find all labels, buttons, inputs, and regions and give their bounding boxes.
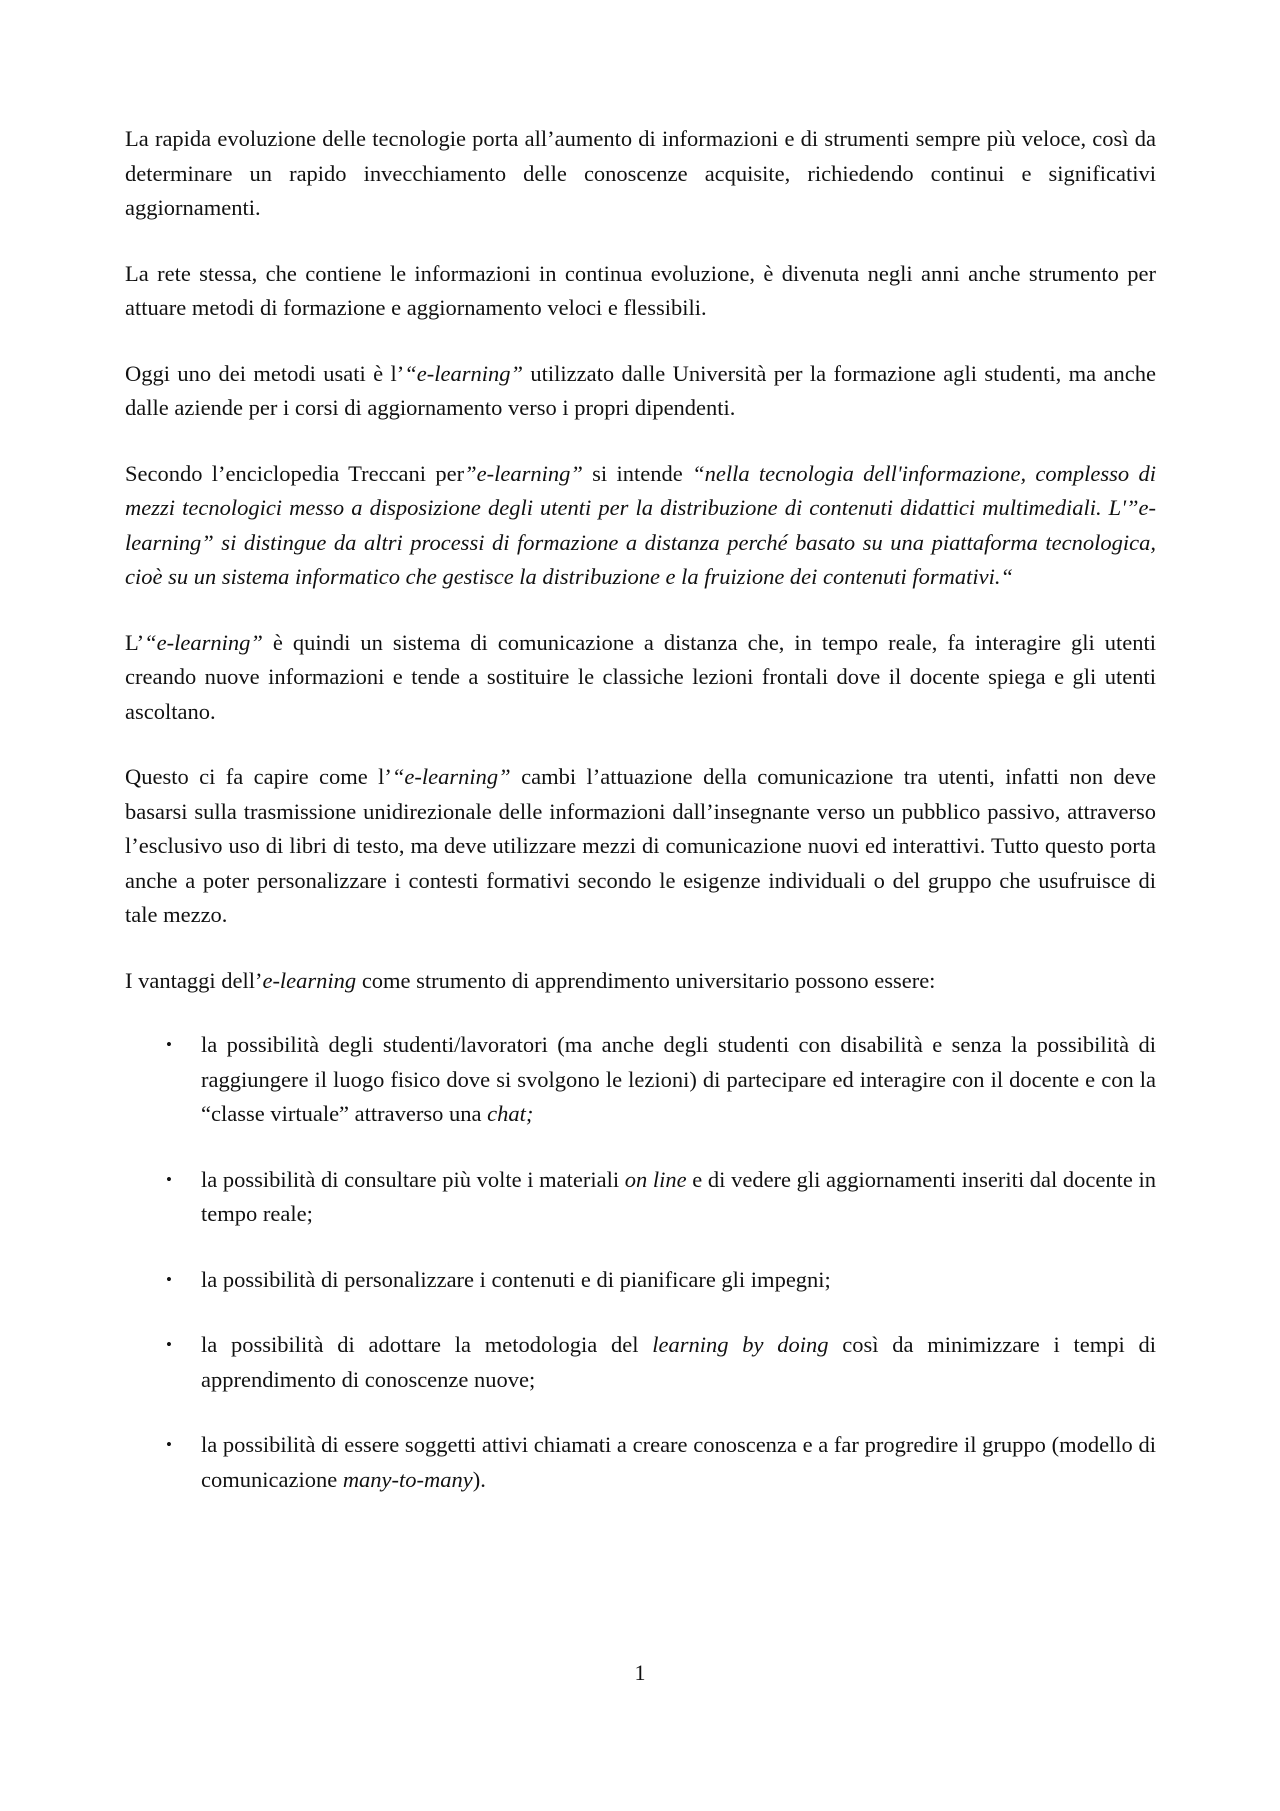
bullet-icon: • [166, 1435, 172, 1454]
text-segment: I vantaggi dell’ [125, 967, 263, 993]
italic-text-segment: ”e-learning” [464, 460, 583, 486]
text-segment: Oggi uno dei metodi usati è l’ [125, 360, 405, 386]
text-segment: La rete stessa, che contiene le informazioni in continua evoluzione, è divenuta negli anni anche strumento per attuare metodi di formazione e aggiornamento veloci e flessibili. [125, 260, 1156, 320]
page-number: 1 [634, 1660, 646, 1685]
paragraph-p3 [125, 357, 1156, 426]
italic-text-segment: many-to-many [342, 1466, 473, 1492]
text-segment: la possibilità di consultare più volte i materiali [201, 1166, 625, 1192]
list-item [125, 1428, 1156, 1497]
list-item [125, 1028, 1156, 1132]
list-item [125, 1328, 1156, 1397]
list-item [125, 1163, 1156, 1232]
text-segment: la possibilità di essere soggetti attivi chiamati a creare conoscenza e a far progredire il gruppo (modello di comunicazione [201, 1432, 1156, 1492]
text-segment: utilizzato dalle Università per la formazione agli studenti, ma anche dalle aziende per i corsi di aggiornamento verso i propri dipendenti. [125, 360, 1156, 420]
paragraphs-container [125, 122, 1156, 998]
italic-text-segment: e-learning [262, 967, 357, 993]
paragraph-p5 [125, 626, 1156, 730]
text-segment: Questo ci fa capire come l’ [125, 764, 392, 789]
paragraph-p1 [125, 122, 1156, 226]
text-segment: e di vedere gli aggiornamenti inseriti dal docente in tempo reale; [201, 1166, 1157, 1226]
text-segment: la possibilità degli studenti/lavoratori (ma anche degli studenti con disabilità e senza la possibilità di raggiungere il luogo fisico dove si svolgono le lezioni) di partecipare ed interagire con il docente e con la “classe virtuale” attraverso una [201, 1032, 1156, 1126]
bullet-icon: • [166, 1035, 172, 1054]
paragraph-p6 [125, 760, 1156, 933]
text-segment: cambi l’attuazione della comunicazione tra utenti, infatti non deve basarsi sulla trasmissione unidirezionale delle informazioni dall’insegnante verso un pubblico passivo, attraverso l’esclusivo uso di libri di testo, ma deve utilizzare mezzi di comunicazione nuovi ed interattivi. Tutto questo porta anche a poter personalizzare i contesti formativi secondo le esigenze individuali o del gruppo che usufruisce di tale mezzo. [125, 764, 1156, 927]
paragraph-p2 [125, 257, 1156, 326]
text-segment: La rapida evoluzione delle tecnologie porta all’aumento di informazioni e di strumenti sempre più veloce, così da determinare un rapido invecchiamento delle conoscenze acquisite, richiedendo continui e significativi aggiornamenti. [125, 126, 1156, 220]
list-item [125, 1263, 1156, 1298]
italic-text-segment: “e-learning” [144, 629, 263, 655]
text-segment: si intende [582, 460, 693, 486]
italic-text-segment: “nella tecnologia dell'informazione, complesso di mezzi tecnologici messo a disposizione degli utenti per la distribuzione di contenuti didattici multimediali. L'”e-learning” si distingue da altri processi di formazione a distanza perché basato su una piattaforma tecnologica, cioè su un sistema informatico che gestisce la distribuzione e la fruizione dei contenuti formativi.“ [125, 460, 1156, 589]
italic-text-segment: “e-learning” [404, 360, 524, 386]
text-segment: ). [472, 1466, 486, 1492]
text-segment: L’ [125, 629, 145, 655]
bullet-icon: • [166, 1335, 172, 1354]
advantages-list [125, 1028, 1156, 1497]
bullet-icon: • [166, 1269, 172, 1289]
bullet-icon: • [166, 1169, 172, 1189]
document-page [125, 122, 1156, 1528]
italic-text-segment: chat; [487, 1101, 534, 1126]
text-segment: così da minimizzare i tempi di apprendimento di conoscenze nuove; [201, 1332, 1157, 1392]
text-segment: è quindi un sistema di comunicazione a distanza che, in tempo reale, fa interagire gli utenti creando nuove informazioni e tende a sostituire le classiche lezioni frontali dove il docente spiega e gli utenti ascoltano. [125, 629, 1156, 724]
italic-text-segment: on line [624, 1166, 687, 1192]
italic-text-segment: “e-learning” [391, 764, 511, 789]
paragraph-p7 [125, 964, 1156, 999]
paragraph-p4 [125, 457, 1156, 595]
text-segment: come strumento di apprendimento universitario possono essere: [356, 967, 936, 993]
text-segment: la possibilità di adottare la metodologia del [201, 1332, 653, 1357]
italic-text-segment: learning by doing [652, 1332, 829, 1357]
text-segment: Secondo l’enciclopedia Treccani per [125, 460, 465, 486]
text-segment: la possibilità di personalizzare i contenuti e di pianificare gli impegni; [201, 1266, 831, 1292]
